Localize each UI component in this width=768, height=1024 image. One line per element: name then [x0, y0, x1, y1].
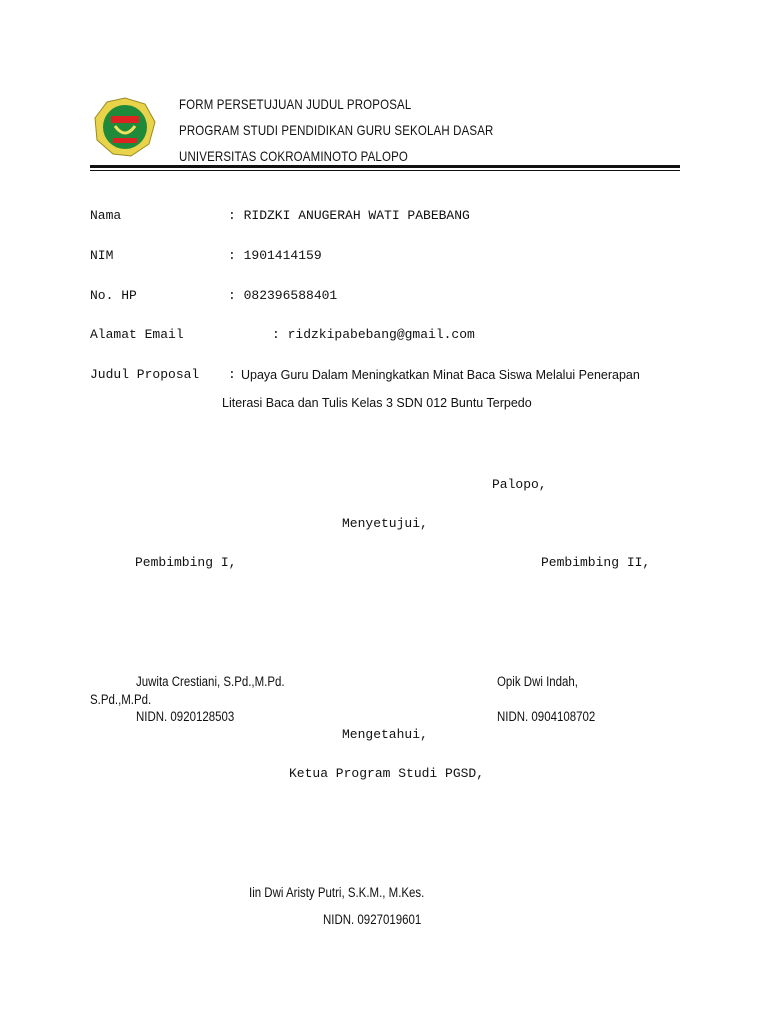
nama-label: Nama — [90, 208, 122, 223]
pembimbing-1-name: Juwita Crestiani, S.Pd.,M.Pd. — [136, 674, 285, 689]
pembimbing-2-title: Pembimbing II, — [541, 555, 651, 570]
judul-label: Judul Proposal — [90, 367, 200, 382]
pembimbing-2-name-cont: S.Pd.,M.Pd. — [90, 692, 152, 707]
pembimbing-2-nidn: NIDN. 0904108702 — [497, 709, 596, 724]
header-line-1: FORM PERSETUJUAN JUDUL PROPOSAL — [179, 96, 412, 112]
email-label: Alamat Email — [90, 327, 184, 342]
know-label: Mengetahui, — [342, 727, 428, 742]
pembimbing-2-name: Opik Dwi Indah, — [497, 674, 579, 689]
judul-colon: : — [228, 367, 236, 382]
header-divider — [90, 165, 680, 168]
judul-line-1: Upaya Guru Dalam Meningkatkan Minat Baca Siswa Melalui Penerapan — [241, 368, 640, 382]
judul-line-2: Literasi Baca dan Tulis Kelas 3 SDN 012 Buntu Terpedo — [222, 396, 532, 410]
hp-label: No. HP — [90, 288, 137, 303]
head-name: Iin Dwi Aristy Putri, S.K.M., M.Kes. — [249, 885, 425, 900]
header-line-2: PROGRAM STUDI PENDIDIKAN GURU SEKOLAH DASAR — [179, 122, 494, 138]
head-title: Ketua Program Studi PGSD, — [289, 766, 485, 781]
header-divider-thin — [90, 170, 680, 171]
place: Palopo, — [492, 477, 547, 492]
hp-value: : 082396588401 — [228, 288, 338, 303]
pembimbing-1-nidn: NIDN. 0920128503 — [136, 709, 235, 724]
university-seal-icon — [93, 96, 157, 158]
pembimbing-1-title: Pembimbing I, — [135, 555, 237, 570]
nama-value: : RIDZKI ANUGERAH WATI PABEBANG — [228, 208, 470, 223]
header-line-3: UNIVERSITAS COKROAMINOTO PALOPO — [179, 148, 408, 164]
email-value: : ridzkipabebang@gmail.com — [272, 327, 475, 342]
nim-label: NIM — [90, 248, 114, 263]
approve-label: Menyetujui, — [342, 516, 428, 531]
nim-value: : 1901414159 — [228, 248, 322, 263]
head-nidn: NIDN. 0927019601 — [323, 912, 422, 927]
